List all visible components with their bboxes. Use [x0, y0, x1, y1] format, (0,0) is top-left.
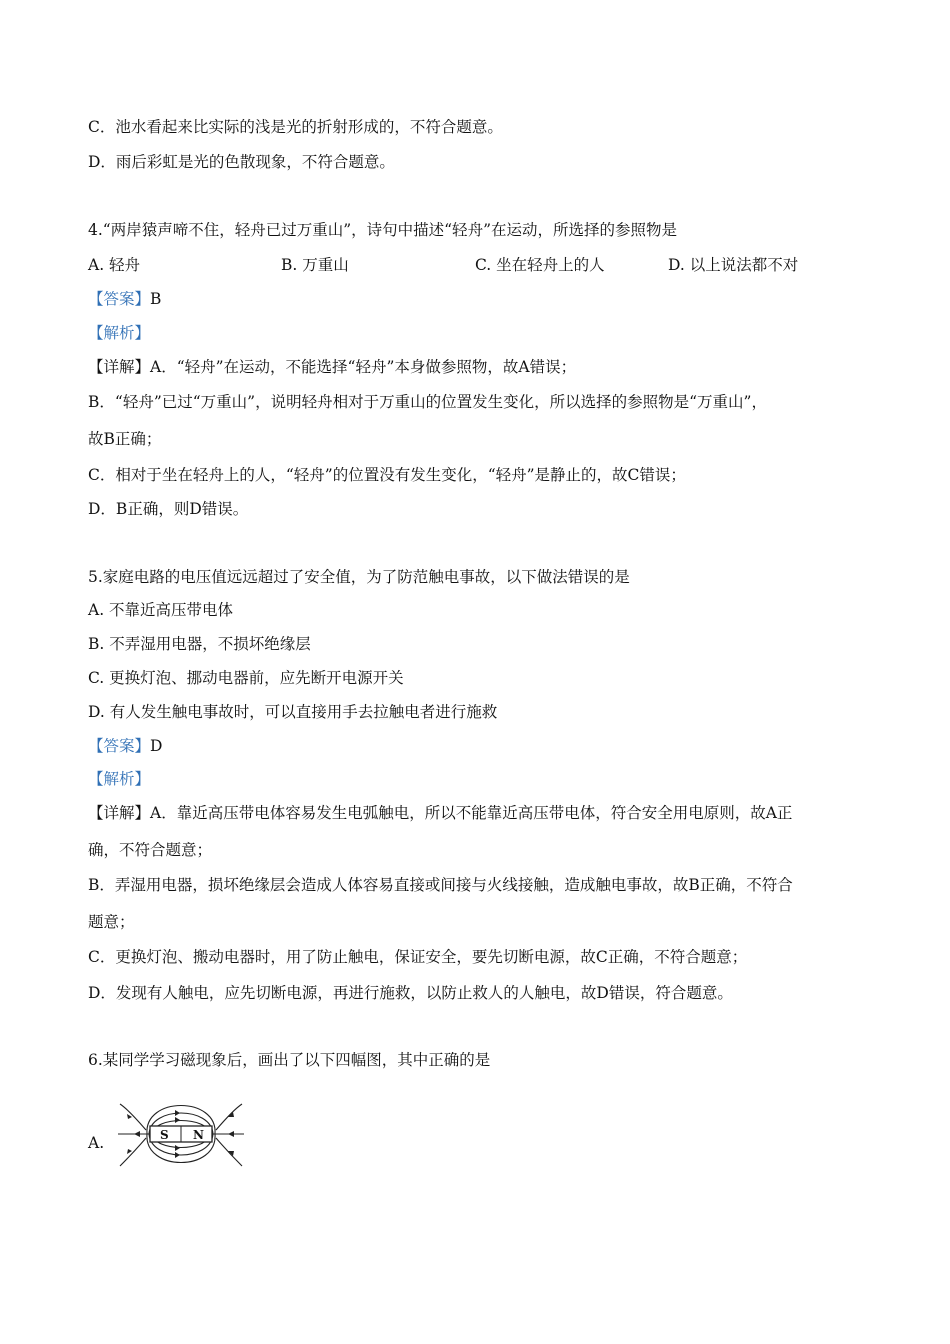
q5-option-c: C. 更换灯泡、挪动电器前，应先断开电源开关 [88, 669, 404, 687]
q4-question: 4.“两岸猿声啼不住，轻舟已过万重山”，诗句中描述“轻舟”在运动，所选择的参照物是 [88, 221, 677, 239]
q5-option-b: B. 不弄湿用电器，不损坏绝缘层 [88, 635, 311, 653]
q6-question: 6.某同学学习磁现象后，画出了以下四幅图，其中正确的是 [88, 1051, 491, 1069]
answer-value: D [150, 737, 163, 755]
q5-detail-b1: B．弄湿用电器，损坏绝缘层会造成人体容易直接或间接与火线接触，造成触电事故，故B正确，不符合 [88, 876, 793, 894]
q5-detail-a2: 确，不符合题意； [88, 841, 213, 859]
q5-detail-d: D．发现有人触电，应先切断电源，再进行施救，以防止救人的人触电，故D错误，符合题意。 [88, 984, 733, 1002]
detail-tag: 【详解】 [88, 358, 151, 376]
prev-option-d: D．雨后彩虹是光的色散现象，不符合题意。 [88, 153, 395, 171]
q4-option-d: D. 以上说法都不对 [668, 256, 799, 274]
q4-analysis-tag: 【解析】 [88, 324, 151, 342]
q5-detail-c: C．更换灯泡、搬动电器时，用了防止触电，保证安全，要先切断电源，故C正确，不符合题意； [88, 948, 748, 966]
magnet-pole-s: S [160, 1128, 169, 1142]
q4-option-c: C. 坐在轻舟上的人 [475, 256, 605, 274]
bar-magnet-field-diagram [116, 1086, 246, 1182]
q4-option-a: A. 轻舟 [88, 256, 141, 274]
detail-text: A．“轻舟”在运动，不能选择“轻舟”本身做参照物，故A错误； [150, 358, 577, 376]
q5-detail-b2: 题意； [88, 913, 135, 931]
prev-option-c: C．池水看起来比实际的浅是光的折射形成的，不符合题意。 [88, 118, 503, 136]
q4-detail-b2: 故B正确； [88, 430, 162, 448]
q4-answer [88, 289, 161, 309]
detail-tag: 【详解】 [88, 804, 151, 822]
q4-detail-a [88, 357, 576, 377]
q4-detail-c: C．相对于坐在轻舟上的人，“轻舟”的位置没有发生变化，“轻舟”是静止的，故C错误； [88, 466, 686, 484]
magnet-pole-n: N [193, 1128, 204, 1142]
q4-detail-d: D．B正确，则D错误。 [88, 500, 249, 518]
q4-detail-b1: B．“轻舟”已过“万重山”，说明轻舟相对于万重山的位置发生变化，所以选择的参照物是“万重山”， [88, 393, 767, 411]
answer-tag: 【答案】 [88, 290, 151, 308]
q5-question: 5.家庭电路的电压值远远超过了安全值，为了防范触电事故，以下做法错误的是 [88, 568, 630, 586]
q6-option-a-label: A. [88, 1134, 105, 1152]
q5-analysis-tag: 【解析】 [88, 770, 151, 788]
q5-answer [88, 736, 162, 756]
q5-option-a: A. 不靠近高压带电体 [88, 601, 234, 619]
q4-option-b: B. 万重山 [281, 256, 349, 274]
q5-detail-a1 [88, 803, 792, 823]
q5-option-d: D. 有人发生触电事故时，可以直接用手去拉触电者进行施救 [88, 703, 498, 721]
detail-text: A．靠近高压带电体容易发生电弧触电，所以不能靠近高压带电体，符合安全用电原则，故A正 [150, 804, 793, 822]
answer-value: B [150, 290, 162, 308]
answer-tag: 【答案】 [88, 737, 151, 755]
